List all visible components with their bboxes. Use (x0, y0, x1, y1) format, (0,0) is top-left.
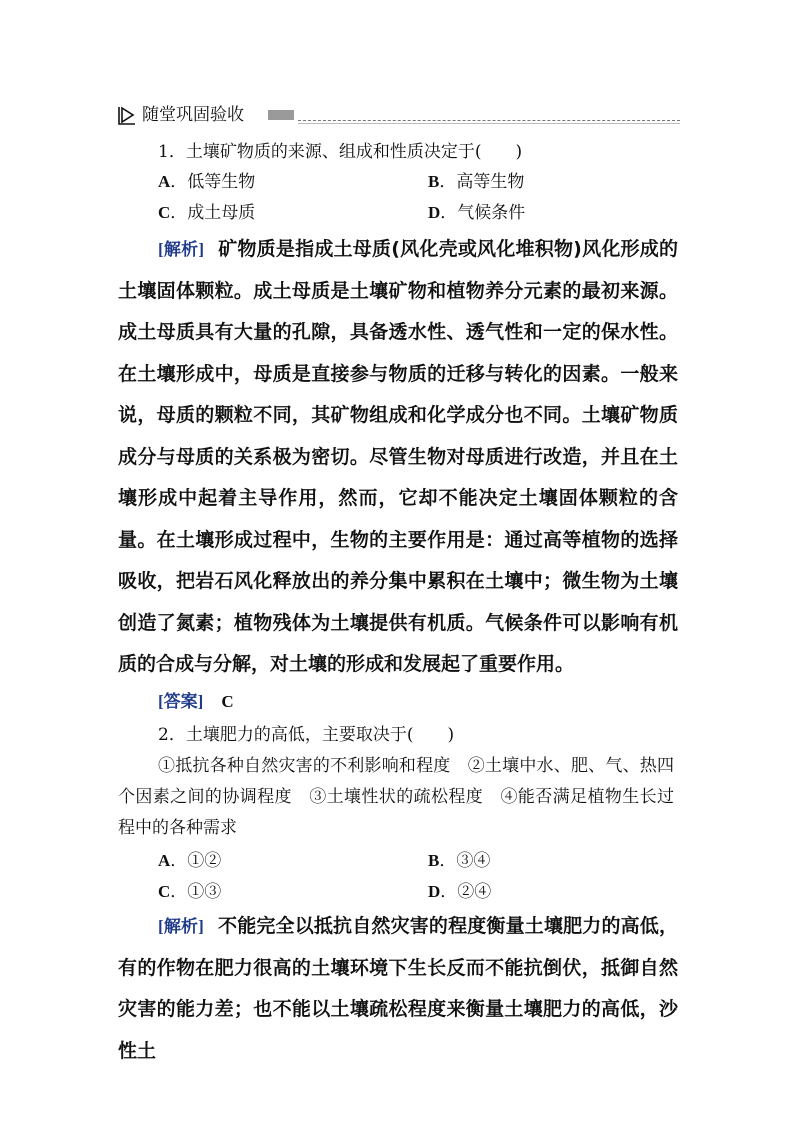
option-key: B (428, 172, 440, 191)
option-key: A (158, 172, 171, 191)
option-text: ．气候条件 (440, 203, 526, 223)
option-key: D (428, 203, 441, 222)
option-text: ．高等生物 (439, 172, 525, 192)
q2-option-b (428, 849, 490, 873)
play-arrow-icon (118, 105, 136, 125)
q1-answer (158, 690, 234, 714)
analysis-tag: [解析] (158, 917, 204, 936)
q1-option-a (158, 170, 255, 194)
answer-tag: [答案] (158, 692, 204, 711)
option-key: C (158, 882, 171, 901)
q1-option-b (428, 170, 524, 194)
option-text: ．②④ (440, 882, 492, 902)
header-gray-block (268, 110, 294, 120)
section-header (118, 104, 680, 126)
option-text: ．低等生物 (170, 172, 256, 192)
header-divider-lower (298, 123, 680, 124)
option-text: ．①② (170, 851, 222, 871)
section-title: 随堂巩固验收 (142, 105, 244, 125)
option-key: A (158, 851, 171, 870)
header-divider (298, 120, 680, 121)
question-1-stem: 1．土壤矿物质的来源、组成和性质决定于( ) (158, 142, 523, 162)
q1-option-c (158, 201, 255, 225)
analysis-text: 矿物质是指成土母质(风化壳或风化堆积物)风化形成的土壤固体颗粒。成土母质是土壤矿物和植物养分元素的最初来源。成土母质具有大量的孔隙，具备透水性、透气性和一定的保水性。在土壤形成中，母质是直接参与物质的迁移与转化的因素。一般来说，母质的颗粒不同，其矿物组成和化学成分也不同。土壤矿物质成分与母质的关系极为密切。尽管生物对母质进行改造，并且在土壤形成中起着主导作用，然而，它却不能决定土壤固体颗粒的含量。在土壤形成过程中，生物的主要作用是：通过高等植物的选择吸收，把岩石风化释放出的养分集中累积在土壤中；微生物为土壤创造了氮素；植物残体为土壤提供有机质。气候条件可以影响有机质的合成与分解，对土壤的形成和发展起了重要作用。 (118, 238, 678, 675)
option-key: C (158, 203, 171, 222)
q2-analysis (118, 906, 678, 1072)
q2-statements: ①抵抗各种自然灾害的不利影响和程度 ②土壤中水、肥、气、热四个因素之间的协调程度 ③土壤性状的疏松程度 ④能否满足植物生长过程中的各种需求 (118, 756, 674, 838)
option-key: D (428, 882, 441, 901)
answer-value: C (221, 692, 234, 711)
q1-option-d (428, 201, 525, 225)
q2-option-a (158, 849, 221, 873)
option-key: B (428, 851, 440, 870)
q2-option-c (158, 880, 221, 904)
q1-analysis (118, 229, 678, 686)
analysis-text: 不能完全以抵抗自然灾害的程度衡量土壤肥力的高低，有的作物在肥力很高的土壤环境下生长反而不能抗倒伏，抵御自然灾害的能力差；也不能以土壤疏松程度来衡量土壤肥力的高低，沙性土 (118, 915, 678, 1062)
option-text: ．成土母质 (170, 203, 256, 223)
option-text: ．③④ (439, 851, 491, 871)
q2-option-d (428, 880, 491, 904)
option-text: ．①③ (170, 882, 222, 902)
question-2-stem: 2．土壤肥力的高低，主要取决于( ) (158, 725, 455, 745)
analysis-tag: [解析] (158, 240, 204, 259)
